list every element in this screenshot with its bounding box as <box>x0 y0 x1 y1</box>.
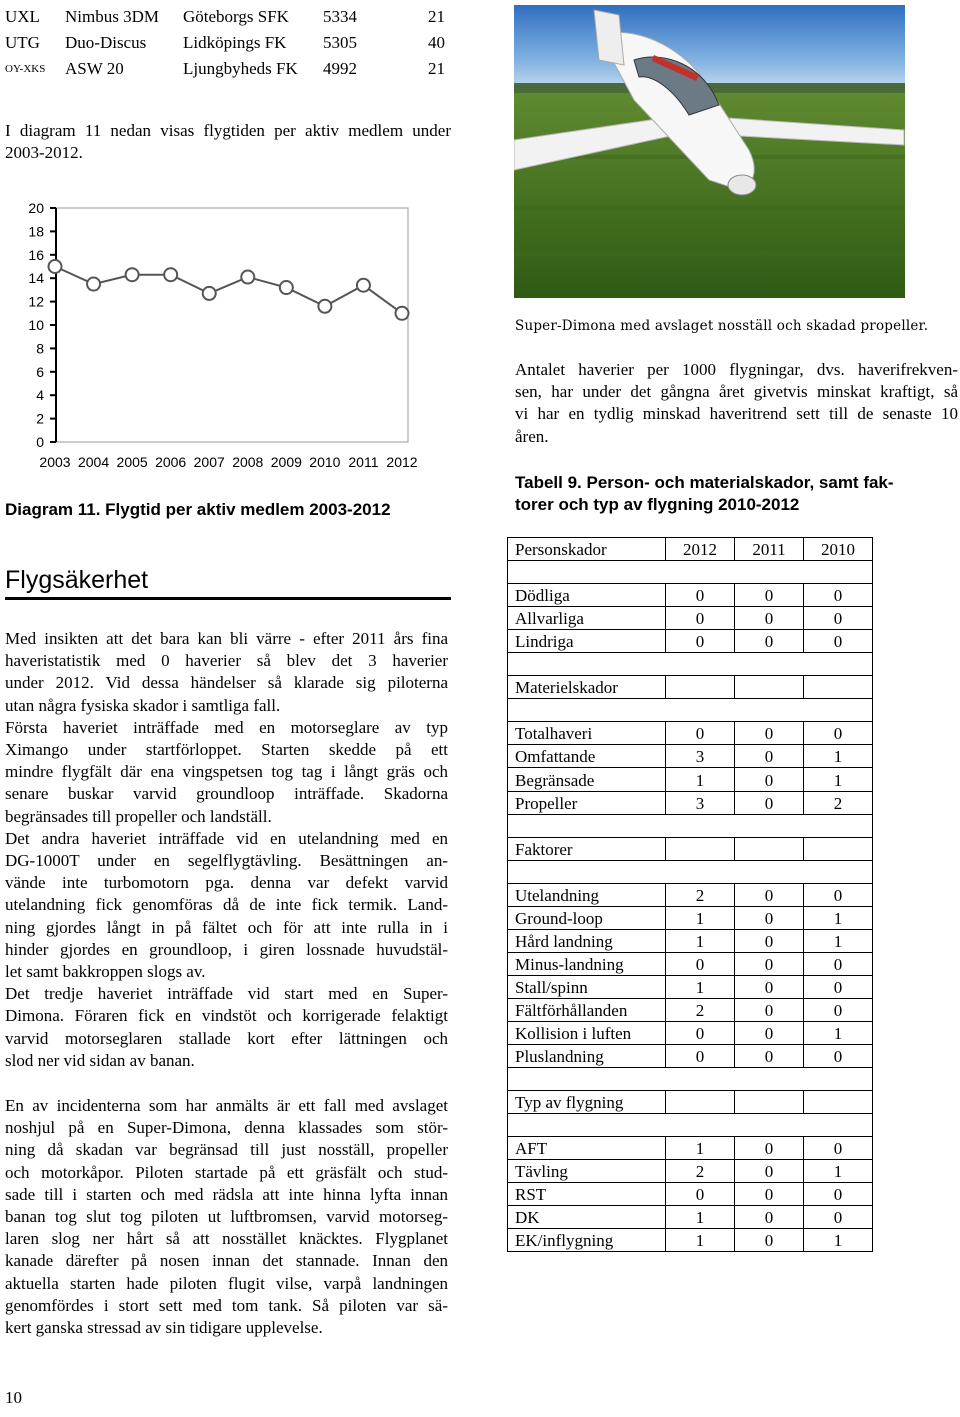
text-line: noshjul på en Super-Dimona, denna klassades som stör- <box>5 1118 448 1138</box>
row-value: 2011 <box>735 538 804 561</box>
row-value: 2010 <box>804 538 873 561</box>
club-row <box>5 4 445 30</box>
row-label: Tävling <box>508 1160 666 1183</box>
damage-row <box>508 584 873 607</box>
row-value <box>735 1091 804 1114</box>
y-tick-label: 4 <box>36 387 44 404</box>
row-value: 2 <box>804 791 873 814</box>
row-label: Typ av flygning <box>508 1091 666 1114</box>
row-value: 0 <box>804 1137 873 1160</box>
text-line: 2003-2012. <box>5 143 83 163</box>
accident-frequency-text <box>515 359 958 448</box>
row-value: 0 <box>735 607 804 630</box>
row-label: Ground-loop <box>508 906 666 929</box>
damage-row <box>508 607 873 630</box>
text-line: let samt bakkroppen slogs av. <box>5 962 206 982</box>
row-label: Pluslandning <box>508 1045 666 1068</box>
row-value: 0 <box>666 1183 735 1206</box>
row-value <box>804 676 873 699</box>
spacer-cell <box>508 653 873 676</box>
row-value: 0 <box>735 768 804 791</box>
row-value: 0 <box>735 929 804 952</box>
x-tick-label: 2004 <box>77 454 110 470</box>
row-value: 1 <box>666 1206 735 1229</box>
y-tick-label: 18 <box>28 223 44 240</box>
damage-row <box>508 906 873 929</box>
row-label: Propeller <box>508 791 666 814</box>
row-value: 1 <box>804 1160 873 1183</box>
damage-row <box>508 952 873 975</box>
text-line: Det andra haveriet inträffade vid en utelandning med en <box>5 828 448 848</box>
club-score-table <box>5 4 445 82</box>
text-line: utelandning fick genomföras då de inte fick termik. Land- <box>5 895 448 915</box>
row-label: Minus-landning <box>508 952 666 975</box>
damage-row <box>508 1021 873 1044</box>
page-number: 10 <box>5 1388 22 1407</box>
damage-row <box>508 883 873 906</box>
row-value: 1 <box>804 1021 873 1044</box>
damage-row <box>508 975 873 998</box>
damage-row <box>508 538 873 561</box>
text-line: laren slog ner hårt så att nosstället knäcktes. Flygplanet <box>5 1229 448 1249</box>
row-value: 1 <box>666 975 735 998</box>
row-value: 0 <box>735 1160 804 1183</box>
x-tick-label: 2006 <box>155 454 187 470</box>
row-label: Omfattande <box>508 745 666 768</box>
row-value: 1 <box>804 768 873 791</box>
text-line: Antalet haverier per 1000 flygningar, dvs. haverifrekven- <box>515 360 958 379</box>
data-point <box>203 287 216 300</box>
row-value: 2 <box>666 883 735 906</box>
club-cell-c5: 21 <box>428 59 445 78</box>
row-value: 0 <box>804 998 873 1021</box>
row-value: 0 <box>666 607 735 630</box>
row-value: 1 <box>666 906 735 929</box>
spacer-cell <box>508 561 873 584</box>
spacer-cell <box>508 814 873 837</box>
club-cell-c1: UTG <box>5 33 40 52</box>
y-tick-label: 8 <box>36 340 44 357</box>
row-value: 1 <box>666 768 735 791</box>
data-point <box>280 281 293 294</box>
damage-row <box>508 1183 873 1206</box>
spacer-row <box>508 653 873 676</box>
row-value <box>666 1091 735 1114</box>
row-label: Lindriga <box>508 630 666 653</box>
row-value: 0 <box>735 630 804 653</box>
row-value: 0 <box>804 722 873 745</box>
y-tick-label: 2 <box>36 410 44 427</box>
flight-time-chart <box>0 190 460 490</box>
text-line: ning gjordes långt in på fältet och för att inte rulla in i <box>5 917 448 937</box>
row-value <box>666 837 735 860</box>
row-value: 1 <box>666 1229 735 1252</box>
y-tick-label: 0 <box>36 434 44 450</box>
text-line: och motorkåpor. Piloten startade på ett gräsfält och stud- <box>5 1162 448 1182</box>
row-label: DK <box>508 1206 666 1229</box>
intro-paragraph <box>5 120 451 164</box>
y-tick-label: 6 <box>36 363 44 380</box>
club-cell-c3: Ljungbyheds FK <box>183 59 298 78</box>
x-tick-label: 2010 <box>309 454 341 470</box>
row-value: 0 <box>804 630 873 653</box>
row-value: 0 <box>735 722 804 745</box>
row-value: 0 <box>735 791 804 814</box>
text-line: genomfördes i stort sett med tom tank. Så piloten var sä- <box>5 1295 448 1315</box>
x-tick-label: 2005 <box>116 454 148 470</box>
row-value <box>804 1091 873 1114</box>
damage-row <box>508 1091 873 1114</box>
damage-row <box>508 745 873 768</box>
row-value: 0 <box>735 883 804 906</box>
text-line: Ximango under startförloppet. Starten skedde på ett <box>5 740 448 760</box>
section-heading: Flygsäkerhet <box>5 566 149 594</box>
row-value: 0 <box>666 722 735 745</box>
row-value: 0 <box>804 584 873 607</box>
text-line: varvid motorseglaren stallade kort efter lättningen och <box>5 1028 448 1048</box>
accident-report-text <box>5 628 448 1072</box>
text-line: Dimona. Föraren fick en vindstöt och korrigerade felaktigt <box>5 1006 448 1026</box>
row-label: Totalhaveri <box>508 722 666 745</box>
spacer-cell <box>508 1114 873 1137</box>
text-line: utan några fysiska skador i samtliga fall. <box>5 695 281 715</box>
y-tick-label: 10 <box>28 317 44 333</box>
chart-caption: Diagram 11. Flygtid per aktiv medlem 2003-2012 <box>5 500 391 519</box>
spacer-cell <box>508 1068 873 1091</box>
text-line: kert ganska stressad av sin tidigare upplevelse. <box>5 1318 323 1338</box>
row-label: Stall/spinn <box>508 975 666 998</box>
text-line: ning då skadan var begränsad till just nosställ, propeller <box>5 1140 448 1160</box>
glider-photo <box>514 5 905 298</box>
row-value: 0 <box>666 1045 735 1068</box>
x-tick-label: 2009 <box>270 454 302 470</box>
row-value: 1 <box>804 1229 873 1252</box>
row-value <box>735 837 804 860</box>
club-cell-c4: 5334 <box>323 7 357 26</box>
damage-row <box>508 1137 873 1160</box>
photo-caption: Super-Dimona med avslaget nosställ och skadad propeller. <box>515 318 929 334</box>
row-label: Materielskador <box>508 676 666 699</box>
club-cell-c4: 5305 <box>323 33 357 52</box>
row-value: 0 <box>735 975 804 998</box>
text-line: senare buskar varvid groundloop inträffade. Skadorna <box>5 784 448 804</box>
damage-row <box>508 998 873 1021</box>
damage-row <box>508 929 873 952</box>
y-tick-label: 16 <box>28 246 44 263</box>
text-line: Med insikten att det bara kan bli värre - efter 2011 års fina <box>5 629 448 648</box>
text-line: slod ner vid sidan av banan. <box>5 1050 195 1070</box>
data-point <box>396 307 409 320</box>
spacer-row <box>508 814 873 837</box>
row-value: 0 <box>804 607 873 630</box>
text-line: hinder gjordes en groundloop, i giren lossnade huvudstäl- <box>5 939 448 959</box>
row-value: 0 <box>735 584 804 607</box>
club-cell-c1: OY-XKS <box>5 63 46 75</box>
spacer-cell <box>508 860 873 883</box>
y-tick-label: 20 <box>28 200 44 216</box>
row-value: 0 <box>666 630 735 653</box>
text-line: I diagram 11 nedan visas flygtiden per aktiv medlem under <box>5 121 451 140</box>
spacer-row <box>508 1068 873 1091</box>
text-line: Första haveriet inträffade med en motorseglare av typ <box>5 717 448 737</box>
damage-row <box>508 722 873 745</box>
text-line: sen, har under det gångna året givetvis minskat kraftigt, så <box>515 382 958 402</box>
series-line <box>55 267 402 314</box>
row-value: 0 <box>735 1021 804 1044</box>
row-value: 3 <box>666 791 735 814</box>
damage-table <box>507 537 873 1252</box>
data-point <box>241 271 254 284</box>
row-value: 0 <box>804 1183 873 1206</box>
row-value <box>804 837 873 860</box>
text-line: aktuella starten hade piloten flugit vilse, varpå landningen <box>5 1273 448 1293</box>
x-tick-label: 2003 <box>39 454 71 470</box>
damage-row <box>508 630 873 653</box>
row-label: Utelandning <box>508 883 666 906</box>
row-label: Dödliga <box>508 584 666 607</box>
row-label: Kollision i luften <box>508 1021 666 1044</box>
row-value: 0 <box>804 952 873 975</box>
row-value <box>666 676 735 699</box>
y-tick-label: 12 <box>28 293 44 310</box>
text-line: banan tog slut tog piloten ut luftbromsen, varvid motorseg- <box>5 1207 448 1227</box>
text-line: En av incidenterna som har anmälts är ett fall med avslaget <box>5 1096 448 1115</box>
data-point <box>357 279 370 292</box>
text-line: åren. <box>515 426 549 446</box>
table-title-line: torer och typ av flygning 2010-2012 <box>515 495 800 514</box>
text-line: kanade därefter på nosen innan det stannade. Innan den <box>5 1251 448 1271</box>
data-point <box>126 268 139 281</box>
spacer-row <box>508 699 873 722</box>
row-value: 1 <box>666 1137 735 1160</box>
row-value: 2 <box>666 998 735 1021</box>
damage-row <box>508 768 873 791</box>
club-cell-c5: 21 <box>428 7 445 26</box>
incident-report-text <box>5 1095 448 1339</box>
row-label: Allvarliga <box>508 607 666 630</box>
x-tick-label: 2012 <box>386 454 418 470</box>
row-value: 0 <box>735 906 804 929</box>
row-value: 0 <box>804 883 873 906</box>
text-line: vände inte turbomotorn pga. denna var defekt varvid <box>5 873 448 893</box>
club-cell-c2: Nimbus 3DM <box>65 7 159 26</box>
text-line: mindre flygfält där ena vingspetsen tog tag i långt gräs och <box>5 762 448 782</box>
club-row <box>5 56 445 82</box>
data-point <box>318 300 331 313</box>
damage-row <box>508 1206 873 1229</box>
text-line: under 2012. Vid dessa händelser så klarade sig piloterna <box>5 673 448 693</box>
spacer-row <box>508 1114 873 1137</box>
damage-row <box>508 1160 873 1183</box>
row-value: 2012 <box>666 538 735 561</box>
row-value: 0 <box>666 584 735 607</box>
club-cell-c4: 4992 <box>323 59 357 78</box>
club-row <box>5 30 445 56</box>
row-value: 1 <box>804 745 873 768</box>
club-cell-c3: Lidköpings FK <box>183 33 287 52</box>
row-label: EK/inflygning <box>508 1229 666 1252</box>
x-tick-label: 2007 <box>193 454 225 470</box>
row-value <box>735 676 804 699</box>
plot-frame <box>56 208 408 442</box>
club-cell-c5: 40 <box>428 33 445 52</box>
heading-rule <box>5 597 451 600</box>
spacer-row <box>508 561 873 584</box>
row-value: 0 <box>735 952 804 975</box>
row-value: 3 <box>666 745 735 768</box>
row-value: 2 <box>666 1160 735 1183</box>
row-label: Faktorer <box>508 837 666 860</box>
row-value: 0 <box>735 1183 804 1206</box>
damage-row <box>508 676 873 699</box>
text-line: sade till i starten och med rädsla att inte hinna lyfta innan <box>5 1184 448 1204</box>
row-value: 0 <box>804 1206 873 1229</box>
row-value: 0 <box>666 1021 735 1044</box>
table-title <box>515 472 945 516</box>
data-point <box>87 278 100 291</box>
club-cell-c3: Göteborgs SFK <box>183 7 289 26</box>
club-cell-c1: UXL <box>5 7 40 26</box>
x-tick-label: 2011 <box>348 454 379 470</box>
text-line: begränsades till propeller och landställ. <box>5 806 272 826</box>
row-label: Fältförhållanden <box>508 998 666 1021</box>
row-value: 1 <box>804 929 873 952</box>
row-value: 0 <box>804 1045 873 1068</box>
row-value: 0 <box>735 745 804 768</box>
data-point <box>49 260 62 273</box>
row-label: AFT <box>508 1137 666 1160</box>
data-point <box>164 268 177 281</box>
row-label: RST <box>508 1183 666 1206</box>
row-value: 0 <box>735 1206 804 1229</box>
row-value: 0 <box>735 998 804 1021</box>
row-label: Begränsade <box>508 768 666 791</box>
text-line: DG-1000T under en segelflygtävling. Besättningen an- <box>5 851 448 871</box>
damage-row <box>508 791 873 814</box>
text-line: haveristatistik med 0 haverier så blev det 3 haverier <box>5 651 448 671</box>
row-value: 1 <box>666 929 735 952</box>
row-label: Personskador <box>508 538 666 561</box>
table-title-line: Tabell 9. Person- och materialskador, samt fak- <box>515 473 894 492</box>
row-value: 0 <box>735 1137 804 1160</box>
y-tick-label: 14 <box>28 270 44 287</box>
spacer-cell <box>508 699 873 722</box>
damage-row <box>508 837 873 860</box>
x-tick-label: 2008 <box>232 454 264 470</box>
club-cell-c2: Duo-Discus <box>65 33 147 52</box>
spacer-row <box>508 860 873 883</box>
club-cell-c2: ASW 20 <box>65 59 124 78</box>
row-value: 0 <box>735 1045 804 1068</box>
damage-row <box>508 1229 873 1252</box>
row-label: Hård landning <box>508 929 666 952</box>
damage-row <box>508 1045 873 1068</box>
text-line: Det tredje haveriet inträffade vid start med en Super- <box>5 984 448 1004</box>
row-value: 0 <box>804 975 873 998</box>
text-line: vi har en tydlig minskad haveritrend sett till de senaste 10 <box>515 404 958 424</box>
row-value: 1 <box>804 906 873 929</box>
row-value: 0 <box>666 952 735 975</box>
row-value: 0 <box>735 1229 804 1252</box>
